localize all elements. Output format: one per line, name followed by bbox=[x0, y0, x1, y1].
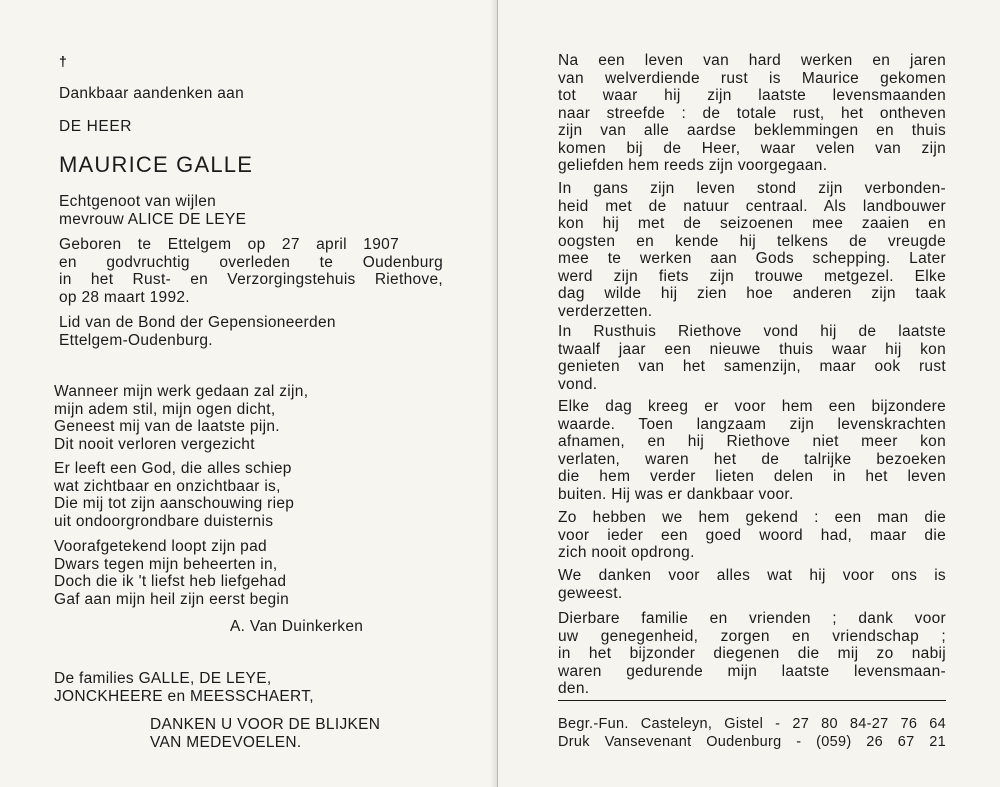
families-line: De families GALLE, DE LEYE, bbox=[54, 670, 272, 687]
text-line: heid met de natuur centraal. Als landbouwer bbox=[558, 197, 946, 215]
paragraph-3 bbox=[558, 323, 946, 393]
text-line: In gans zijn leven stond zijn verbonden- bbox=[558, 180, 946, 197]
text-line: genieten van het samenzijn, maar ook rust bbox=[558, 358, 946, 375]
poem-line: Voorafgetekend loopt zijn pad bbox=[54, 538, 267, 555]
families-line: JONCKHEERE en MEESSCHAERT, bbox=[54, 687, 314, 705]
poem-author: A. Van Duinkerken bbox=[230, 618, 364, 635]
left-page bbox=[0, 0, 498, 787]
intro-text: Dankbaar aandenken aan bbox=[59, 85, 244, 102]
poem-line: Doch die ik 't liefst heb liefgehad bbox=[54, 573, 287, 590]
text-line: verlaten, waren het de talrijke bezoeken bbox=[558, 450, 946, 468]
text-line: afnamen, en hij Riethove niet meer kon bbox=[558, 433, 946, 450]
poem-line: wat zichtbaar en onzichtbaar is, bbox=[54, 477, 281, 495]
text-line: uw genegenheid, zorgen en vriendschap ; bbox=[558, 627, 946, 645]
thanks-line: VAN MEDEVOELEN. bbox=[150, 733, 302, 751]
paragraph-5 bbox=[558, 509, 946, 562]
text-line: Elke dag kreeg er voor hem een bijzondere bbox=[558, 398, 946, 415]
poem-stanza-2 bbox=[54, 460, 384, 530]
text-line: In Rusthuis Riethove vond hij de laatste bbox=[558, 323, 946, 340]
text-line: zijn van alle aardse beklemmingen en thuis bbox=[558, 122, 946, 139]
bio-line: en godvruchtig overleden te Oudenburg bbox=[59, 253, 443, 271]
text-line: waren gedurende mijn laatste levensmaan- bbox=[558, 662, 946, 680]
paragraph-4 bbox=[558, 398, 946, 503]
text-line: oogsten en kende hij telkens de vreugde bbox=[558, 232, 946, 250]
printer-block bbox=[558, 716, 946, 751]
text-line: geliefden hem reeds zijn voorgegaan. bbox=[558, 157, 828, 174]
poem-line: Die mij tot zijn aanschouwing riep bbox=[54, 495, 295, 512]
text-line: mee te werken aan Gods schepping. Later bbox=[558, 250, 946, 267]
text-line: geweest. bbox=[558, 584, 623, 602]
text-line: Na een leven van hard werken en jaren bbox=[558, 52, 946, 69]
text-line: verderzetten. bbox=[558, 302, 653, 320]
poem-line: Wanneer mijn werk gedaan zal zijn, bbox=[54, 383, 309, 400]
thanks-line: DANKEN U VOOR DE BLIJKEN bbox=[150, 716, 381, 733]
bio-line: in het Rust- en Verzorgingstehuis Riethove, bbox=[59, 271, 443, 288]
text-line: Zo hebben we hem gekend : een man die bbox=[558, 509, 946, 526]
poem-line: Dwars tegen mijn beheerten in, bbox=[54, 555, 278, 573]
text-line: waarde. Toen langzaam zijn levenskrachten bbox=[558, 415, 946, 433]
text-line: voor ieder een goed woord had, maar die bbox=[558, 526, 946, 544]
paragraph-1 bbox=[558, 52, 946, 175]
text-line: den. bbox=[558, 680, 590, 697]
poem-line: mijn adem stil, mijn ogen dicht, bbox=[54, 400, 276, 418]
thanks-block bbox=[150, 716, 450, 751]
text-line: twaalf jaar een nieuwe thuis waar hij kon bbox=[558, 340, 946, 358]
bio-line: Geboren te Ettelgem op 27 april 1907 bbox=[59, 236, 399, 253]
text-line: We danken voor alles wat hij voor ons is bbox=[558, 567, 946, 584]
text-line: buiten. Hij was er dankbaar voor. bbox=[558, 485, 794, 503]
membership-block bbox=[59, 314, 409, 349]
text-line: in het bijzonder diegenen die mij zo nabij bbox=[558, 645, 946, 662]
text-line: kon hij met de seizoenen mee zaaien en bbox=[558, 215, 946, 232]
text-line: werd zijn fiets zijn trouwe metgezel. Elke bbox=[558, 267, 946, 285]
text-line: komen bij de Heer, waar velen van zijn bbox=[558, 139, 946, 157]
poem-stanza-1 bbox=[54, 383, 384, 453]
poem-line: Er leeft een God, die alles schiep bbox=[54, 460, 292, 477]
paragraph-7 bbox=[558, 610, 946, 698]
text-line: Dierbare familie en vrienden ; dank voor bbox=[558, 610, 946, 627]
printer-line: Begr.-Fun. Casteleyn, Gistel - 27 80 84-27 76 64 bbox=[558, 716, 946, 732]
text-line: tot waar hij zijn laatste levensmaanden bbox=[558, 87, 946, 104]
spouse-block bbox=[59, 193, 289, 228]
deceased-name: MAURICE GALLE bbox=[59, 152, 254, 177]
poem-line: Gaf aan mijn heil zijn eerst begin bbox=[54, 590, 290, 608]
poem-line: Geneest mij van de laatste pijn. bbox=[54, 418, 280, 435]
poem-stanza-3 bbox=[54, 538, 384, 608]
text-line: vond. bbox=[558, 375, 598, 393]
spouse-line: mevrouw ALICE DE LEYE bbox=[59, 210, 247, 228]
title-text: DE HEER bbox=[59, 118, 133, 135]
bio-line: op 28 maart 1992. bbox=[59, 288, 190, 306]
text-line: naar streefde : de totale rust, het ontheven bbox=[558, 104, 946, 122]
printer-line: Druk Vansevenant Oudenburg - (059) 26 67 21 bbox=[558, 733, 946, 750]
text-line: zich nooit opdrong. bbox=[558, 544, 695, 561]
divider bbox=[558, 700, 946, 701]
families-block bbox=[54, 670, 384, 705]
poem-line: Dit nooit verloren vergezicht bbox=[54, 435, 255, 453]
cross-symbol: † bbox=[59, 53, 67, 69]
member-line: Ettelgem-Oudenburg. bbox=[59, 331, 213, 349]
paragraph-6 bbox=[558, 567, 946, 602]
spouse-line: Echtgenoot van wijlen bbox=[59, 193, 217, 210]
bio-block bbox=[59, 236, 443, 306]
poem-line: uit ondoorgrondbare duisternis bbox=[54, 512, 274, 530]
text-line: die hem verder lieten delen in het leven bbox=[558, 468, 946, 485]
paragraph-2 bbox=[558, 180, 946, 320]
text-line: van welverdiende rust is Maurice gekomen bbox=[558, 69, 946, 87]
member-line: Lid van de Bond der Gepensioneerden bbox=[59, 314, 336, 331]
text-line: dag wilde hij zien hoe anderen zijn taak bbox=[558, 285, 946, 302]
